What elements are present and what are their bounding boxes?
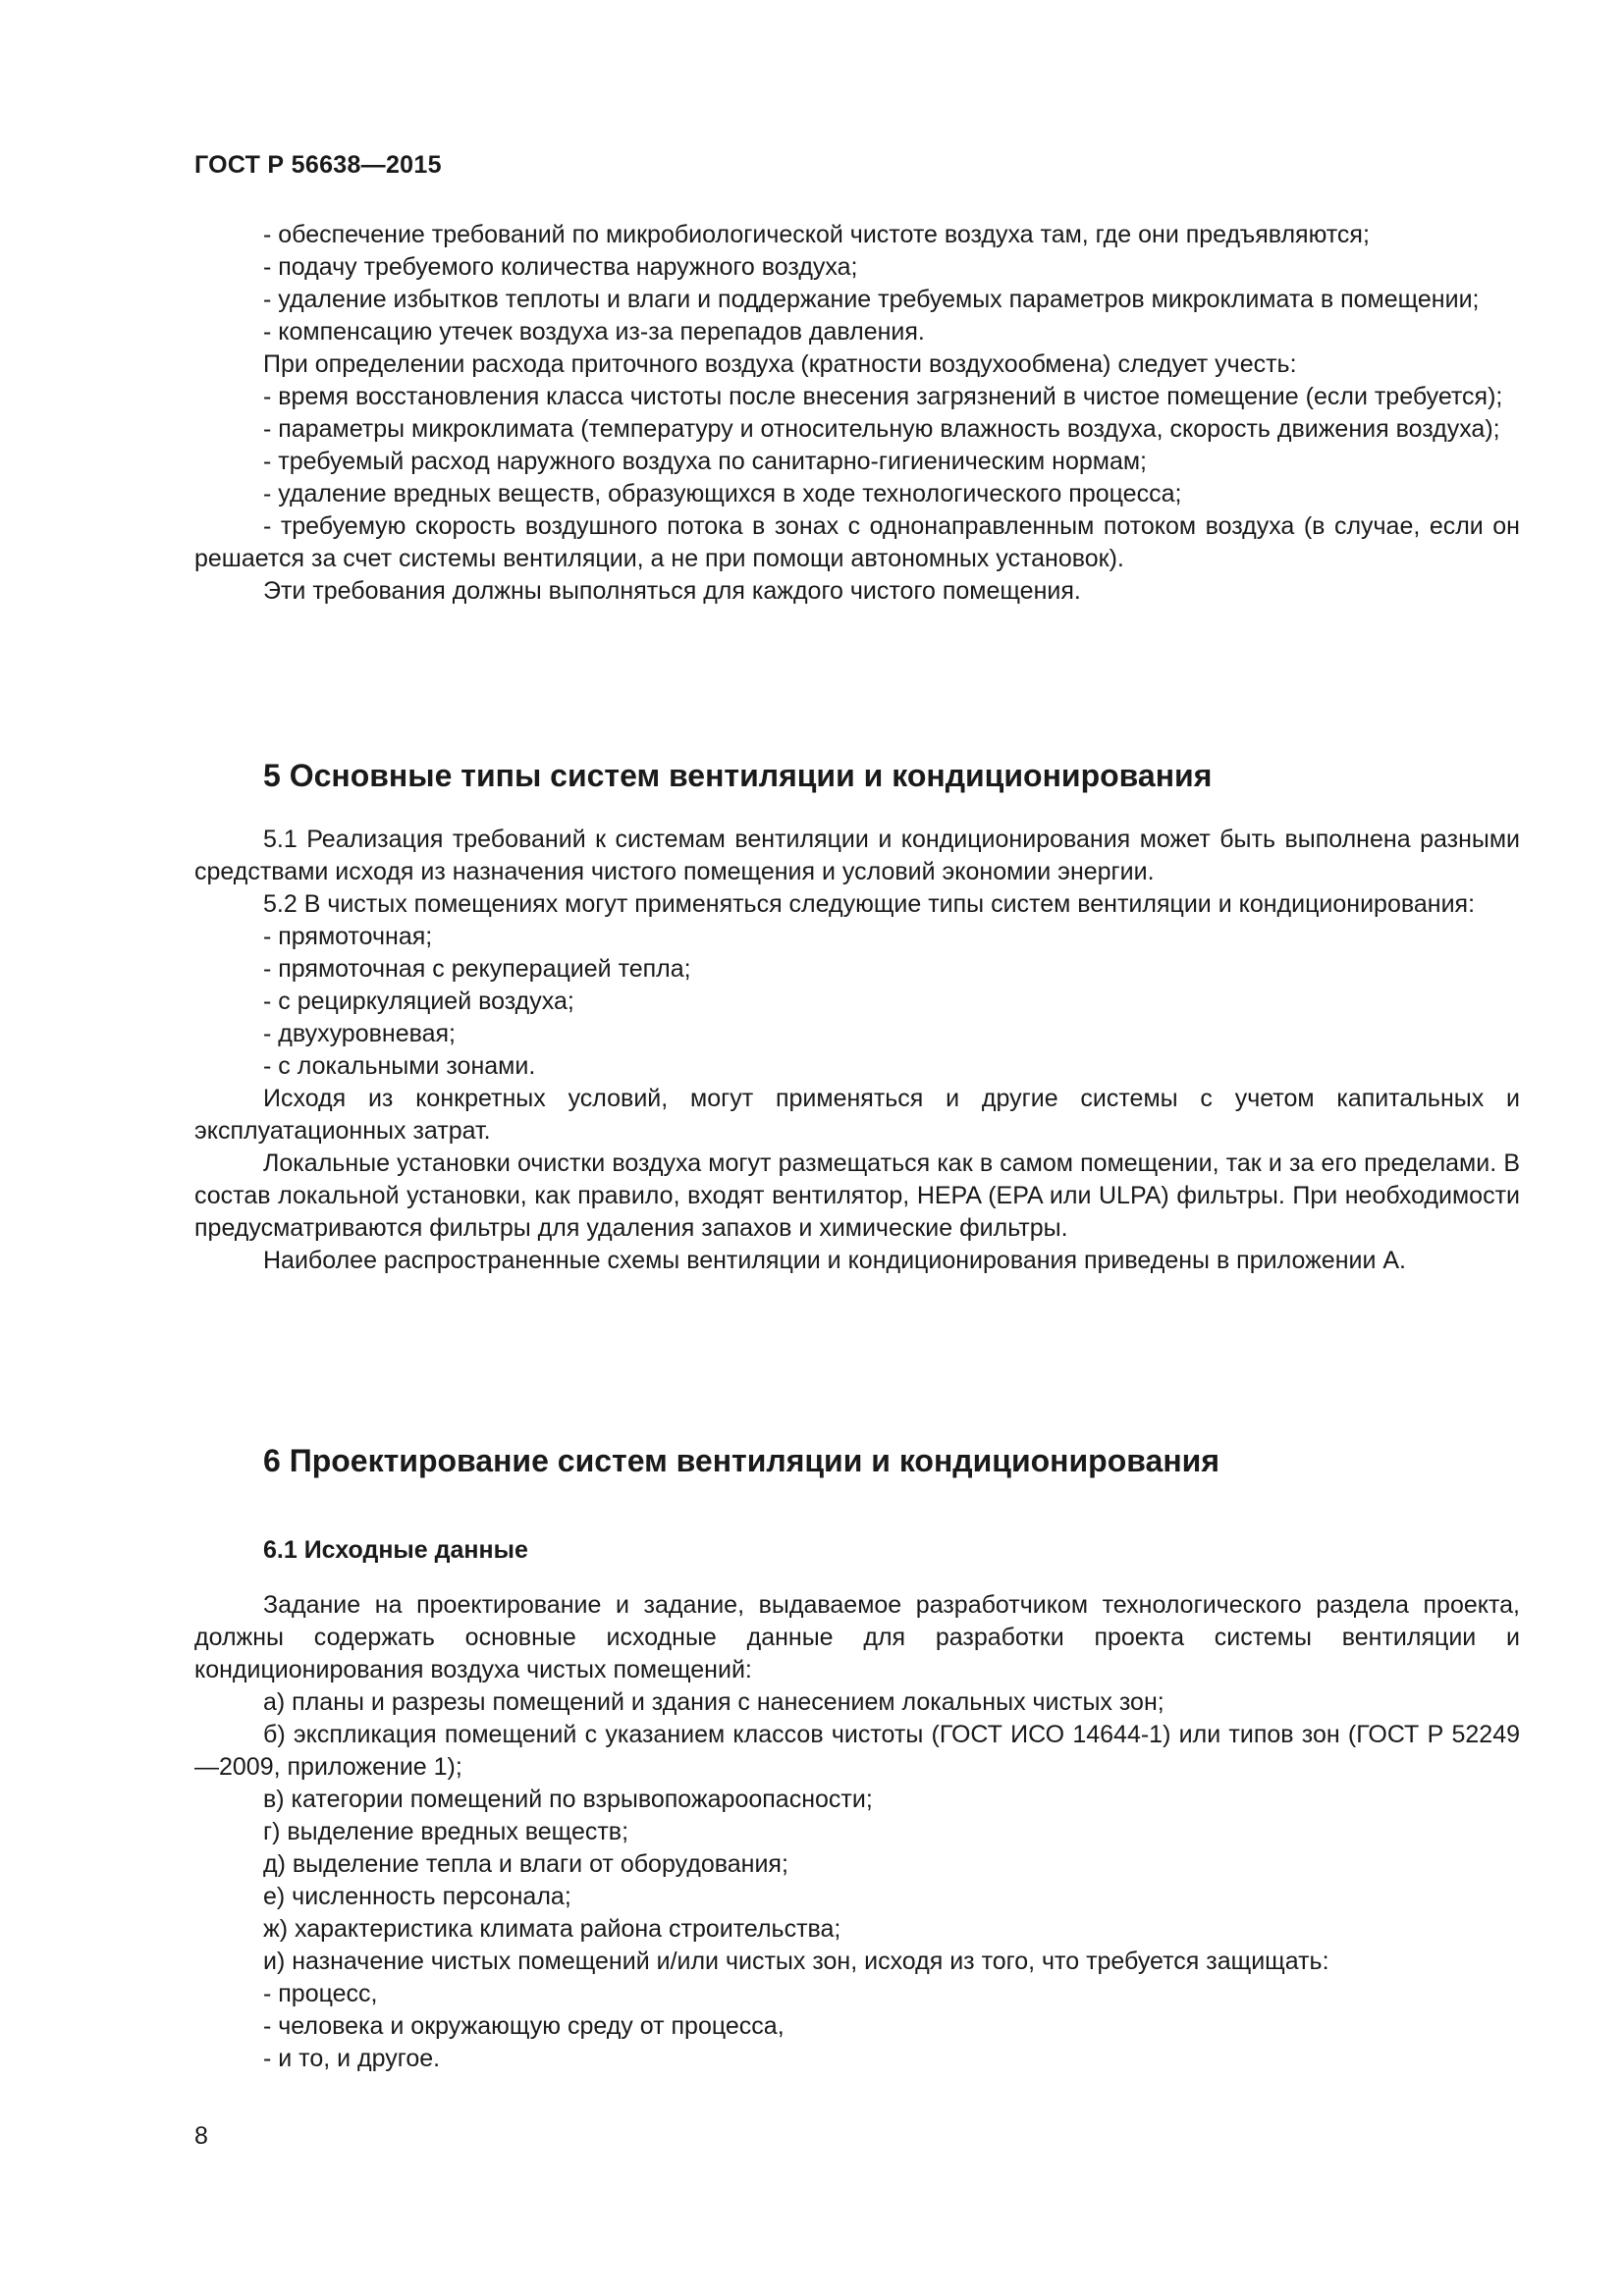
section-title: 6 Проектирование систем вентиляции и кондиционирования: [263, 1443, 1219, 1478]
list-item: - прямоточная;: [263, 923, 433, 950]
section-5: [194, 758, 1520, 794]
paragraph: - подачу требуемого количества наружного воздуха;: [263, 253, 858, 281]
section-6-body: [194, 1589, 1520, 2075]
paragraph: - удаление избытков теплоты и влаги и поддержание требуемых параметров микроклимата в помещении;: [263, 286, 1480, 313]
paragraph: 5.1 Реализация требований к системам вентиляции и кондиционирования может быть выполнена разными средствами исходя из назначения чистого помещения и условий экономии энергии.: [194, 826, 1520, 885]
section-6: [194, 1443, 1520, 1479]
paragraph: Задание на проектирование и задание, выдаваемое разработчиком технологического раздела проекта, должны содержать основные исходные данные для разработки проекта системы вентиляции и кондиционирования воздуха чистых помещений:: [194, 1591, 1520, 1683]
paragraph: 5.2 В чистых помещениях могут применяться следующие типы систем вентиляции и кондиционирования:: [263, 890, 1476, 918]
subsection-title: 6.1 Исходные данные: [263, 1536, 528, 1564]
list-item: и) назначение чистых помещений и/или чистых зон, исходя из того, что требуется защищать:: [263, 1948, 1329, 1975]
section-5-body: [194, 824, 1520, 1277]
list-item: б) экспликация помещений с указанием классов чистоты (ГОСТ ИСО 14644-1) или типов зон (ГОСТ Р 52249—2009, приложение 1);: [194, 1721, 1520, 1781]
paragraph: Эти требования должны выполняться для каждого чистого помещения.: [263, 577, 1081, 605]
document-header: ГОСТ Р 56638—2015: [194, 151, 442, 179]
list-item: в) категории помещений по взрывопожароопасности;: [263, 1786, 873, 1813]
list-item: г) выделение вредных веществ;: [263, 1818, 629, 1845]
list-item: е) численность персонала;: [263, 1883, 571, 1910]
list-item: а) планы и разрезы помещений и здания с нанесением локальных чистых зон;: [263, 1688, 1164, 1716]
paragraph: - время восстановления класса чистоты после внесения загрязнений в чистое помещение (если требуется);: [263, 383, 1503, 410]
list-item: - двухуровневая;: [263, 1020, 456, 1047]
paragraph: Наиболее распространенные схемы вентиляции и кондиционирования приведены в приложении А.: [263, 1247, 1407, 1274]
paragraph: - требуемую скорость воздушного потока в зонах с однонаправленным потоком воздуха (в случае, если он решается за счет системы вентиляции, а не при помощи автономных установок).: [194, 512, 1520, 572]
list-item: - с локальными зонами.: [263, 1052, 536, 1080]
list-item: ж) характеристика климата района строительства;: [263, 1915, 841, 1943]
paragraph: - обеспечение требований по микробиологической чистоте воздуха там, где они предъявляются;: [263, 221, 1370, 248]
paragraph: При определении расхода приточного воздуха (кратности воздухообмена) следует учесть:: [263, 350, 1297, 378]
list-item: - с рециркуляцией воздуха;: [263, 988, 574, 1015]
paragraph: Исходя из конкретных условий, могут применяться и другие системы с учетом капитальных и эксплуатационных затрат.: [194, 1085, 1520, 1145]
list-item: д) выделение тепла и влаги от оборудования;: [263, 1850, 788, 1878]
page-number: 8: [194, 2122, 208, 2150]
list-item: - процесс,: [263, 1980, 378, 2007]
paragraph: - требуемый расход наружного воздуха по санитарно-гигиеническим нормам;: [263, 448, 1147, 475]
subsection-6-1: [194, 1536, 1520, 1565]
list-item: - человека и окружающую среду от процесса,: [263, 2012, 785, 2040]
intro-block: [194, 219, 1520, 608]
paragraph: - параметры микроклимата (температуру и относительную влажность воздуха, скорость движения воздуха);: [263, 415, 1500, 443]
section-title: 5 Основные типы систем вентиляции и кондиционирования: [263, 758, 1213, 793]
paragraph: - компенсацию утечек воздуха из-за перепадов давления.: [263, 318, 925, 346]
paragraph: - удаление вредных веществ, образующихся в ходе технологического процесса;: [263, 480, 1182, 507]
list-item: - прямоточная с рекуперацией тепла;: [263, 955, 691, 983]
paragraph: Локальные установки очистки воздуха могут размещаться как в самом помещении, так и за его пределами. В состав локальной установки, как правило, входят вентилятор, HEPA (EPA или ULPA) фильтры. При необходимости предусматриваются фильтры для удаления запахов и химические фильтры.: [194, 1149, 1520, 1242]
list-item: - и то, и другое.: [263, 2045, 441, 2072]
